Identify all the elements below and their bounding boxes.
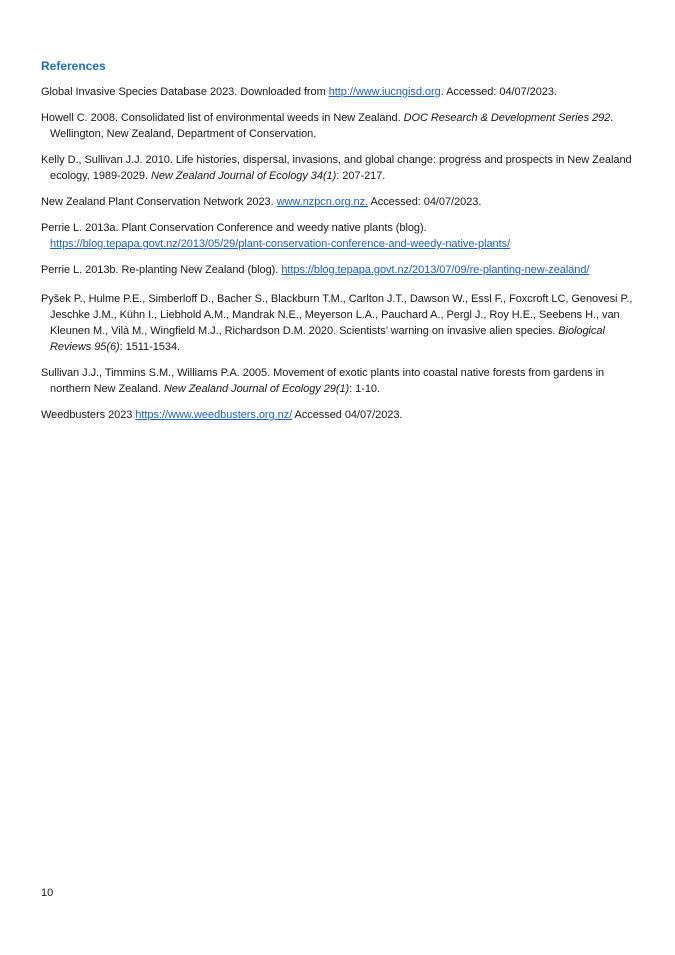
reference-source-title: Biological Reviews 95(6) — [50, 325, 605, 353]
reference-text: Howell C. 2008. Consolidated list of environmental weeds in New Zealand. — [41, 112, 404, 124]
reference-text: New Zealand Plant Conservation Network 2023. — [41, 196, 277, 208]
reference-text: Pyšek P., Hulme P.E., Simberloff D., Bacher S., Blackburn T.M., Carlton J.T., Dawson W., Essl F., Foxcroft LC, Genovesi P., Jeschke J.M., Kühn I., Liebhold A.M., Mandrak N.E., Meyerson L.A., Pauchard A., Pergl J., Roy H.E., Seebens H., van Kleunen M., Vilà M., Wingfield M.J., Richardson D.M. 2020. Scientists’ warning on invasive alien species. — [41, 293, 633, 337]
reference-link[interactable]: https://blog.tepapa.govt.nz/2013/05/29/plant-conservation-conference-and-weedy-native-plants/ — [50, 238, 511, 250]
references-heading: References — [41, 59, 106, 73]
reference-text: Perrie L. 2013b. Re-planting New Zealand (blog). — [41, 264, 282, 276]
reference-list — [41, 84, 636, 433]
reference-link[interactable]: www.nzpcn.org.nz. — [276, 196, 369, 208]
reference-text: Sullivan J.J., Timmins S.M., Williams P.A. 2005. Movement of exotic plants into coastal native forests from gardens in northern New Zealand. — [41, 367, 605, 395]
reference-text: Perrie L. 2013a. Plant Conservation Conference and weedy native plants (blog). — [41, 222, 427, 234]
reference-text: . Wellington, New Zealand, Department of Conservation. — [50, 112, 614, 140]
reference-text: Kelly D., Sullivan J.J. 2010. Life histories, dispersal, invasions, and global change: progress and prospects in New Zealand ecology, 1989-2029. — [41, 154, 632, 182]
reference-item — [41, 152, 636, 184]
reference-item — [41, 194, 636, 210]
reference-link[interactable]: https://blog.tepapa.govt.nz/2013/07/09/re-planting-new-zealand/ — [281, 264, 590, 276]
reference-item — [41, 110, 636, 142]
reference-text: Weedbusters 2023 — [41, 409, 136, 421]
reference-text: : 207-217. — [336, 170, 386, 182]
reference-text: : 1-10. — [349, 383, 381, 395]
reference-source-title: New Zealand Journal of Ecology 29(1) — [163, 383, 350, 395]
reference-text: Accessed 04/07/2023. — [292, 409, 403, 421]
document-page — [41, 0, 636, 955]
reference-item — [41, 220, 636, 252]
reference-source-title: DOC Research & Development Series 292 — [403, 112, 611, 124]
reference-item — [41, 365, 636, 397]
reference-text: . Accessed: 04/07/2023. — [440, 86, 557, 98]
reference-link[interactable]: https://www.weedbusters.org.nz/ — [135, 409, 293, 421]
reference-item — [41, 262, 636, 278]
reference-source-title: New Zealand Journal of Ecology 34(1) — [150, 170, 337, 182]
reference-item — [41, 291, 636, 355]
page-number: 10 — [41, 887, 54, 899]
reference-text: Global Invasive Species Database 2023. Downloaded from — [41, 86, 329, 98]
reference-link[interactable]: http://www.iucngisd.org — [328, 86, 441, 98]
reference-item — [41, 84, 636, 100]
reference-text: Accessed: 04/07/2023. — [368, 196, 482, 208]
reference-text: : 1511-1534. — [119, 341, 181, 353]
reference-item — [41, 407, 636, 423]
